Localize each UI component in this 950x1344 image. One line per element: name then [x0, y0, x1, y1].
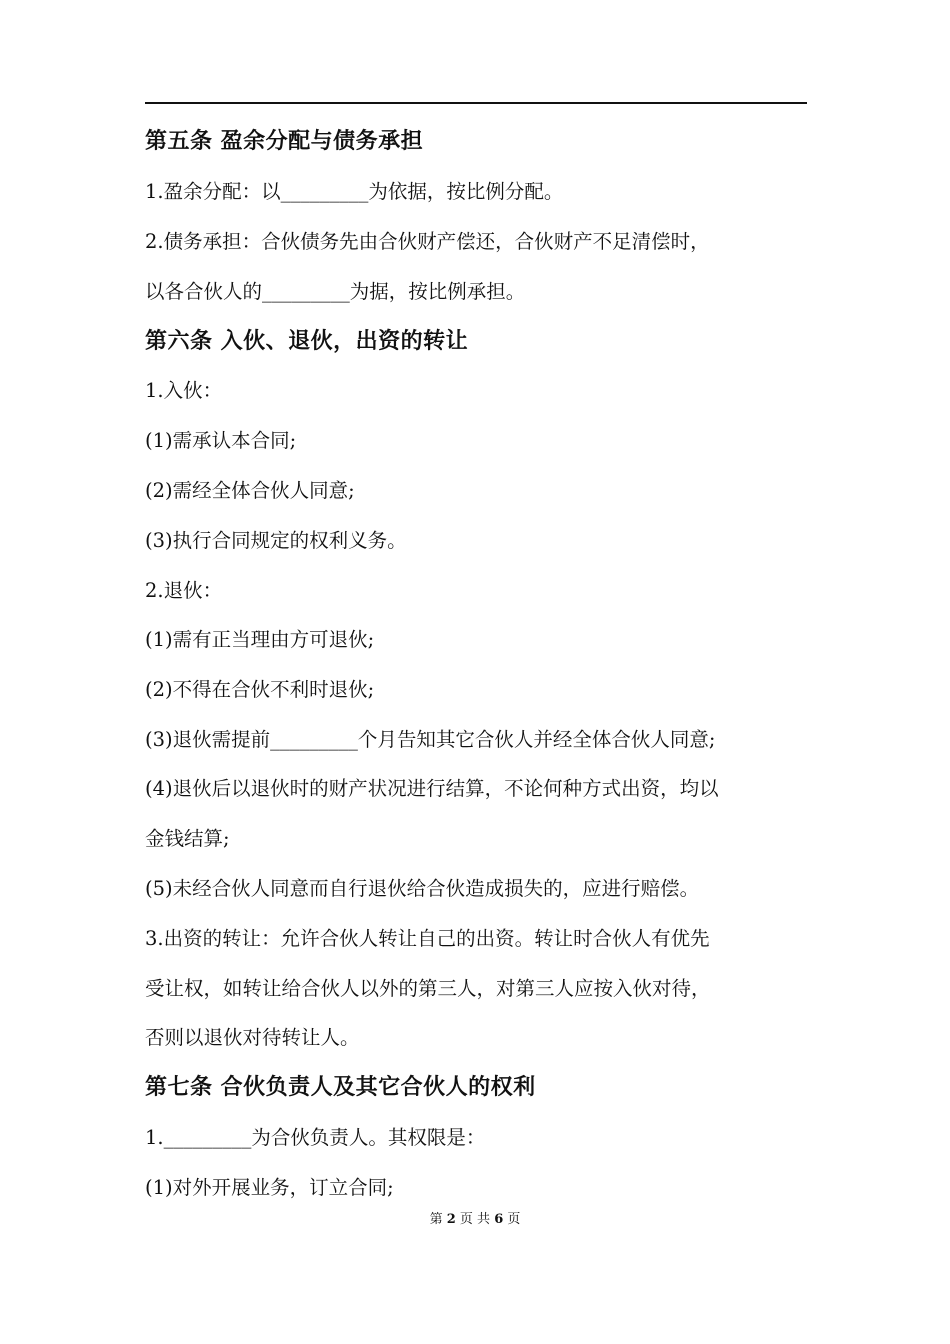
footer-middle: 页 共	[459, 1212, 491, 1227]
article-6-exit-item-1: (1)需有正当理由方可退伙;	[145, 628, 375, 651]
article-6-title: 第六条 入伙、退伙，出资的转让	[145, 329, 469, 354]
page-footer	[0, 1210, 950, 1230]
article-5-line-2: 2.债务承担：合伙债务先由合伙财产偿还，合伙财产不足清偿时，	[145, 230, 710, 253]
article-6-join-item-3: (3)执行合同规定的权利义务。	[145, 529, 407, 552]
article-7-line-2: (1)对外开展业务，订立合同;	[145, 1176, 394, 1199]
article-7-line-1: 1._________为合伙负责人。其权限是：	[145, 1126, 486, 1149]
article-6-exit-item-4a: (4)退伙后以退伙时的财产状况进行结算，不论何种方式出资，均以	[145, 777, 719, 800]
article-6-join-item-1: (1)需承认本合同;	[145, 429, 297, 452]
header-rule	[145, 102, 807, 104]
article-6-exit-item-2: (2)不得在合伙不利时退伙;	[145, 678, 375, 701]
footer-suffix: 页	[507, 1212, 521, 1227]
article-5-line-1: 1.盈余分配：以_________为依据，按比例分配。	[145, 180, 564, 203]
article-6-exit-item-5: (5)未经合伙人同意而自行退伙给合伙造成损失的，应进行赔偿。	[145, 877, 700, 900]
article-6-join-heading: 1.入伙：	[145, 379, 223, 402]
article-6-transfer-line-1: 3.出资的转让：允许合伙人转让自己的出资。转让时合伙人有优先	[145, 927, 710, 950]
article-5-title: 第五条 盈余分配与债务承担	[145, 129, 424, 154]
article-7-title: 第七条 合伙负责人及其它合伙人的权利	[145, 1075, 536, 1100]
article-6-transfer-line-3: 否则以退伙对待转让人。	[145, 1026, 360, 1049]
article-6-exit-item-3: (3)退伙需提前_________个月告知其它合伙人并经全体合伙人同意;	[145, 728, 716, 751]
footer-page-number: 2	[446, 1212, 456, 1227]
article-5-line-3: 以各合伙人的_________为据，按比例承担。	[145, 280, 526, 303]
article-6-join-item-2: (2)需经全体合伙人同意;	[145, 479, 355, 502]
footer-total-pages: 6	[494, 1212, 504, 1227]
article-6-exit-item-4b: 金钱结算;	[145, 827, 230, 850]
article-6-exit-heading: 2.退伙：	[145, 579, 223, 602]
footer-prefix: 第	[429, 1212, 443, 1227]
article-6-transfer-line-2: 受让权，如转让给合伙人以外的第三人，对第三人应按入伙对待，	[145, 977, 711, 1000]
